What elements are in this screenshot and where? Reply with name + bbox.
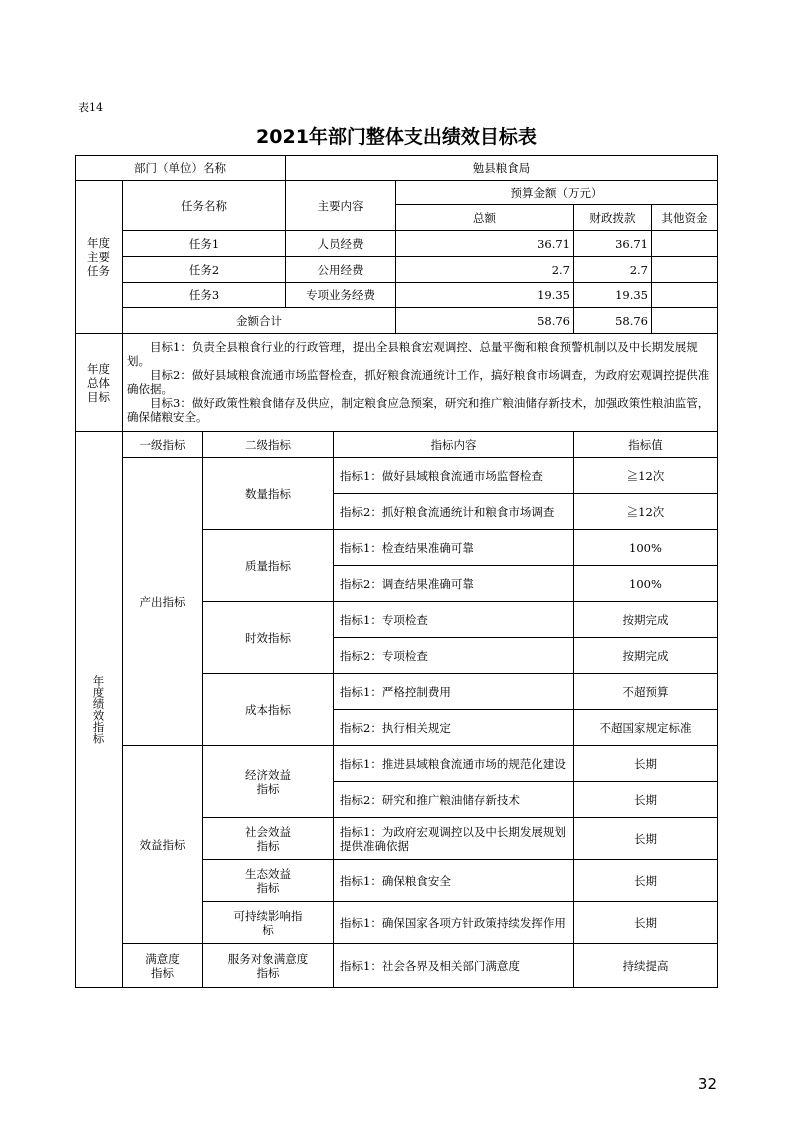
indicator-value: 长期: [574, 746, 718, 782]
task-row-total: 2.7: [396, 257, 574, 283]
satisfaction-indicator-label: 满意度指标: [123, 944, 203, 988]
sum-label: 金额合计: [123, 308, 396, 334]
indicator-value-header: 指标值: [574, 432, 718, 458]
task-row-fiscal: 19.35: [574, 283, 652, 308]
task-row-other: [652, 257, 718, 283]
level2-label: 成本指标: [203, 674, 334, 746]
level2-label: 服务对象满意度指标: [203, 944, 334, 988]
level2-label: 可持续影响指标: [203, 902, 334, 944]
level2-header: 二级指标: [203, 432, 334, 458]
task-row-content: 专项业务经费: [286, 283, 396, 308]
level2-label: 经济效益指标: [203, 746, 334, 818]
indicator-value: 100%: [574, 530, 718, 566]
task-row-content: 人员经费: [286, 231, 396, 257]
task-row-other: [652, 231, 718, 257]
level2-label: 数量指标: [203, 458, 334, 530]
indicator-value: 长期: [574, 818, 718, 860]
indicator-value: 100%: [574, 566, 718, 602]
sum-other: [652, 308, 718, 334]
page-number: 32: [697, 1075, 717, 1093]
overall-goals: [123, 334, 718, 432]
indicator-content: 指标2：调查结果准确可靠: [334, 566, 574, 602]
indicator-value: 按期完成: [574, 602, 718, 638]
indicator-value: 按期完成: [574, 638, 718, 674]
indicator-content: 指标1：做好县域粮食流通市场监督检查: [334, 458, 574, 494]
indicator-value: ≧12次: [574, 458, 718, 494]
total-header: 总额: [396, 205, 574, 231]
perf-section-label: 年度绩效指标: [75, 432, 123, 988]
dept-value: 勉县粮食局: [286, 155, 718, 181]
budget-header: 预算金额（万元）: [396, 181, 718, 205]
indicator-value: 长期: [574, 860, 718, 902]
indicator-value: 长期: [574, 782, 718, 818]
level1-header: 一级指标: [123, 432, 203, 458]
level2-label: 时效指标: [203, 602, 334, 674]
task-row-fiscal: 36.71: [574, 231, 652, 257]
output-indicator-label: 产出指标: [123, 458, 203, 746]
indicator-content: 指标1：为政府宏观调控以及中长期发展规划提供准确依据: [334, 818, 574, 860]
indicator-value: 不超预算: [574, 674, 718, 710]
task-row-name: 任务1: [123, 231, 286, 257]
level2-label: 社会效益指标: [203, 818, 334, 860]
task-row-other: [652, 283, 718, 308]
indicator-content: 指标1：推进县域粮食流通市场的规范化建设: [334, 746, 574, 782]
indicator-content: 指标2：研究和推广粮油储存新技术: [334, 782, 574, 818]
task-row-name: 任务3: [123, 283, 286, 308]
indicator-content: 指标1：专项检查: [334, 602, 574, 638]
indicator-content: 指标2：执行相关规定: [334, 710, 574, 746]
indicator-content: 指标1：检查结果准确可靠: [334, 530, 574, 566]
table-label: 表14: [78, 101, 103, 114]
other-header: 其他资金: [652, 205, 718, 231]
indicator-content: 指标1：确保国家各项方针政策持续发挥作用: [334, 902, 574, 944]
level2-label: 质量指标: [203, 530, 334, 602]
task-content-header: 主要内容: [286, 181, 396, 231]
tasks-section-label: 年度主要任务: [75, 181, 123, 334]
goal-text: 目标1：负责全县粮食行业的行政管理，提出全县粮食宏观调控、总量平衡和粮食预警机制以及中长期发展规划。: [127, 340, 698, 368]
goal-text: 目标2：做好县域粮食流通市场监督检查，抓好粮食流通统计工作，搞好粮食市场调查，为政府宏观调控提供准确依据。: [127, 368, 710, 396]
performance-table: [75, 155, 718, 988]
indicator-value: 长期: [574, 902, 718, 944]
indicator-content: 指标2：抓好粮食流通统计和粮食市场调查: [334, 494, 574, 530]
indicator-value: 不超国家规定标准: [574, 710, 718, 746]
indicator-content: 指标1：严格控制费用: [334, 674, 574, 710]
task-row-fiscal: 2.7: [574, 257, 652, 283]
task-row-name: 任务2: [123, 257, 286, 283]
sum-fiscal: 58.76: [574, 308, 652, 334]
indicator-value: 持续提高: [574, 944, 718, 988]
indicator-content: 指标2：专项检查: [334, 638, 574, 674]
overall-section-label: 年度总体目标: [75, 334, 123, 432]
dept-label: 部门（单位）名称: [75, 155, 286, 181]
indicator-content-header: 指标内容: [334, 432, 574, 458]
task-name-header: 任务名称: [123, 181, 286, 231]
indicator-value: ≧12次: [574, 494, 718, 530]
indicator-content: 指标1：社会各界及相关部门满意度: [334, 944, 574, 988]
task-row-total: 19.35: [396, 283, 574, 308]
benefit-indicator-label: 效益指标: [123, 746, 203, 944]
page-title: 2021年部门整体支出绩效目标表: [256, 126, 537, 148]
indicator-content: 指标1：确保粮食安全: [334, 860, 574, 902]
fiscal-header: 财政拨款: [574, 205, 652, 231]
goal-text: 目标3：做好政策性粮食储存及供应，制定粮食应急预案，研究和推广粮油储存新技术，加强政策性粮油监管，确保储粮安全。: [127, 396, 710, 424]
task-row-total: 36.71: [396, 231, 574, 257]
level2-label: 生态效益指标: [203, 860, 334, 902]
sum-total: 58.76: [396, 308, 574, 334]
task-row-content: 公用经费: [286, 257, 396, 283]
